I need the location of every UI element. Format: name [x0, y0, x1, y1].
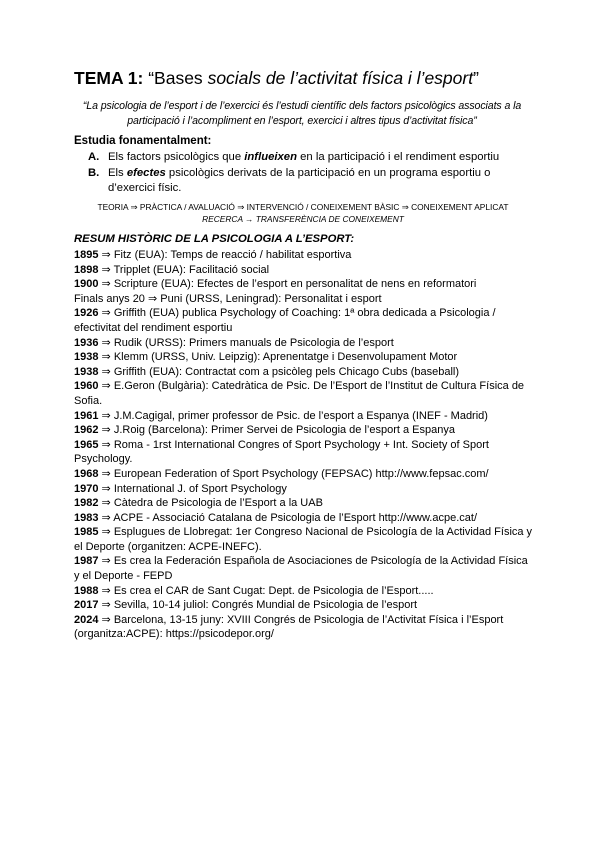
- history-entry: [74, 438, 534, 467]
- history-text: ⇒ Griffith (EUA): Contractat com a psicòleg pels Chicago Cubs (baseball): [98, 365, 460, 378]
- history-entry: [74, 554, 534, 583]
- study-item-label: A.: [88, 151, 100, 163]
- study-item-post: psicològics derivats de la participació en un programa esportiu o d’exercici físic.: [108, 166, 491, 194]
- history-year: 1968: [74, 467, 99, 480]
- history-text: ⇒ J.Roig (Barcelona): Primer Servei de Psicologia de l’esport a Espanya: [98, 424, 455, 437]
- title-topic: TEMA 1:: [74, 68, 144, 88]
- page-title: [74, 68, 479, 89]
- history-year: 1983: [74, 511, 99, 524]
- history-year: 1985: [74, 526, 99, 539]
- study-item-pre: Els factors psicològics que: [108, 151, 245, 163]
- history-text: ⇒ Es crea la Federación Española de Asociaciones de Psicología de la Actividad Física y el Deporte - FEPD: [74, 555, 528, 583]
- study-item-b: [88, 166, 528, 197]
- history-year: 1936: [74, 336, 99, 349]
- flow-line-2: RECERCA → TRANSFERÈNCIA DE CONEIXEMENT: [202, 214, 404, 224]
- history-entry: [74, 598, 534, 613]
- flow-line-1: TEORIA ⇒ PRÀCTICA / AVALUACIÓ ⇒ INTERVENCIÓ / CONEIXEMENT BÀSIC ⇒ CONEIXEMENT APLICAT: [97, 202, 509, 212]
- history-entry: [74, 409, 534, 424]
- history-year: 1982: [74, 497, 99, 510]
- history-year: 1938: [74, 351, 99, 364]
- study-item-text: [108, 150, 528, 166]
- history-text: ⇒ Scripture (EUA): Efectes de l’esport en personalitat de nens en reformatori: [98, 278, 477, 291]
- history-entry: [74, 423, 534, 438]
- study-item-pre: Els: [108, 166, 127, 179]
- history-year: 1898: [74, 263, 99, 276]
- history-text: ⇒ Càtedra de Psicologia de l’Esport a la UAB: [98, 497, 323, 510]
- history-year: 1900: [74, 278, 99, 291]
- history-entry: [74, 292, 534, 307]
- history-entry: [74, 496, 534, 511]
- history-entry: [74, 277, 534, 292]
- history-year: 1970: [74, 482, 99, 495]
- history-text: ⇒ Roma - 1rst International Congres of Sport Psychology + Int. Society of Sport Psychology.: [74, 438, 489, 466]
- title-close-quote: ”: [473, 68, 479, 88]
- history-entry: [74, 482, 534, 497]
- history-year: 1965: [74, 438, 99, 451]
- history-text: ⇒ Es crea el CAR de Sant Cugat: Dept. de Psicologia de l’Esport.....: [98, 584, 434, 597]
- history-text: ⇒ ACPE - Associació Catalana de Psicologia de l’Esport http://www.acpe.cat/: [98, 511, 478, 524]
- history-text: ⇒ Sevilla, 10-14 juliol: Congrés Mundial de Psicologia de l’esport: [98, 599, 418, 612]
- history-year: 1895: [74, 249, 99, 261]
- history-entry: [74, 306, 534, 335]
- history-entry: [74, 525, 534, 554]
- history-year: 1960: [74, 380, 99, 393]
- history-entry: [74, 511, 534, 526]
- history-year: 2024: [74, 613, 99, 626]
- history-text: ⇒ Esplugues de Llobregat: 1er Congreso Nacional de Psicología de la Actividad Física y el Deporte (organitzen: ACPE-INEFC).: [74, 526, 533, 553]
- history-year: 1961: [74, 409, 99, 422]
- history-entry: [74, 263, 534, 278]
- history-entry: [74, 467, 534, 482]
- study-item-label: B.: [88, 166, 100, 179]
- study-list: [88, 150, 528, 197]
- title-open-quote: “Bases: [143, 68, 208, 88]
- study-item-emphasis: influeixen: [244, 151, 297, 163]
- history-text: ⇒ European Federation of Sport Psychology (FEPSAC) http://www.fepsac.com/: [98, 467, 489, 480]
- study-item-a: [88, 150, 528, 166]
- history-entry: [74, 613, 534, 642]
- history-text: ⇒ International J. of Sport Psychology: [98, 482, 287, 495]
- study-item-emphasis: efectes: [126, 166, 166, 179]
- history-entry: [74, 584, 534, 599]
- history-year: 1987: [74, 555, 99, 568]
- history-list: [74, 248, 534, 642]
- history-entry: [74, 379, 534, 408]
- history-year: 1962: [74, 424, 99, 437]
- history-text: ⇒ Tripplet (EUA): Facilitació social: [98, 263, 270, 276]
- definition-quote: “La psicologia de l’esport i de l’exercici és l’estudi científic dels factors psicològics associats a la participació i l’acompliment en l’esport, exercici i altres tipus d’activitat física”: [82, 100, 522, 127]
- knowledge-flow: [74, 201, 532, 225]
- history-heading: RESUM HISTÒRIC DE LA PSICOLOGIA A L’ESPORT:: [74, 233, 355, 245]
- history-text: Finals anys 20 ⇒ Puni (URSS, Leningrad): Personalitat i esport: [74, 292, 382, 305]
- history-text: ⇒ Klemm (URSS, Univ. Leipzig): Aprenentatge i Desenvolupament Motor: [98, 351, 458, 364]
- history-year: 1938: [74, 365, 99, 378]
- title-italic: socials de l’activitat física i l’esport: [207, 68, 474, 88]
- history-year: 2017: [74, 599, 99, 612]
- history-entry: [74, 365, 534, 380]
- history-entry: [74, 350, 534, 365]
- history-entry: [74, 248, 534, 263]
- history-year: 1988: [74, 584, 99, 597]
- history-text: ⇒ Griffith (EUA) publica Psychology of Coaching: 1ª obra dedicada a Psicologia / efectivitat del rendiment esportiu: [74, 307, 496, 334]
- study-item-post: en la participació i el rendiment esportiu: [297, 151, 500, 163]
- study-item-text: [108, 166, 528, 197]
- history-text: ⇒ E.Geron (Bulgària): Catedràtica de Psic. De l’Esport de l’Institut de Cultura Física de Sofia.: [74, 380, 525, 407]
- history-text: ⇒ Fitz (EUA): Temps de reacció / habilitat esportiva: [98, 249, 352, 261]
- history-text: ⇒ Barcelona, 13-15 juny: XVIII Congrés de Psicologia de l’Activitat Física i l’Esport (organitza:ACPE): https://psicodepor.org/: [74, 613, 504, 641]
- history-year: 1926: [74, 307, 99, 320]
- history-entry: [74, 336, 534, 351]
- study-heading: Estudia fonamentalment:: [74, 135, 212, 147]
- history-text: ⇒ Rudik (URSS): Primers manuals de Psicologia de l’esport: [98, 336, 394, 349]
- history-text: ⇒ J.M.Cagigal, primer professor de Psic. de l’esport a Espanya (INEF - Madrid): [98, 409, 488, 422]
